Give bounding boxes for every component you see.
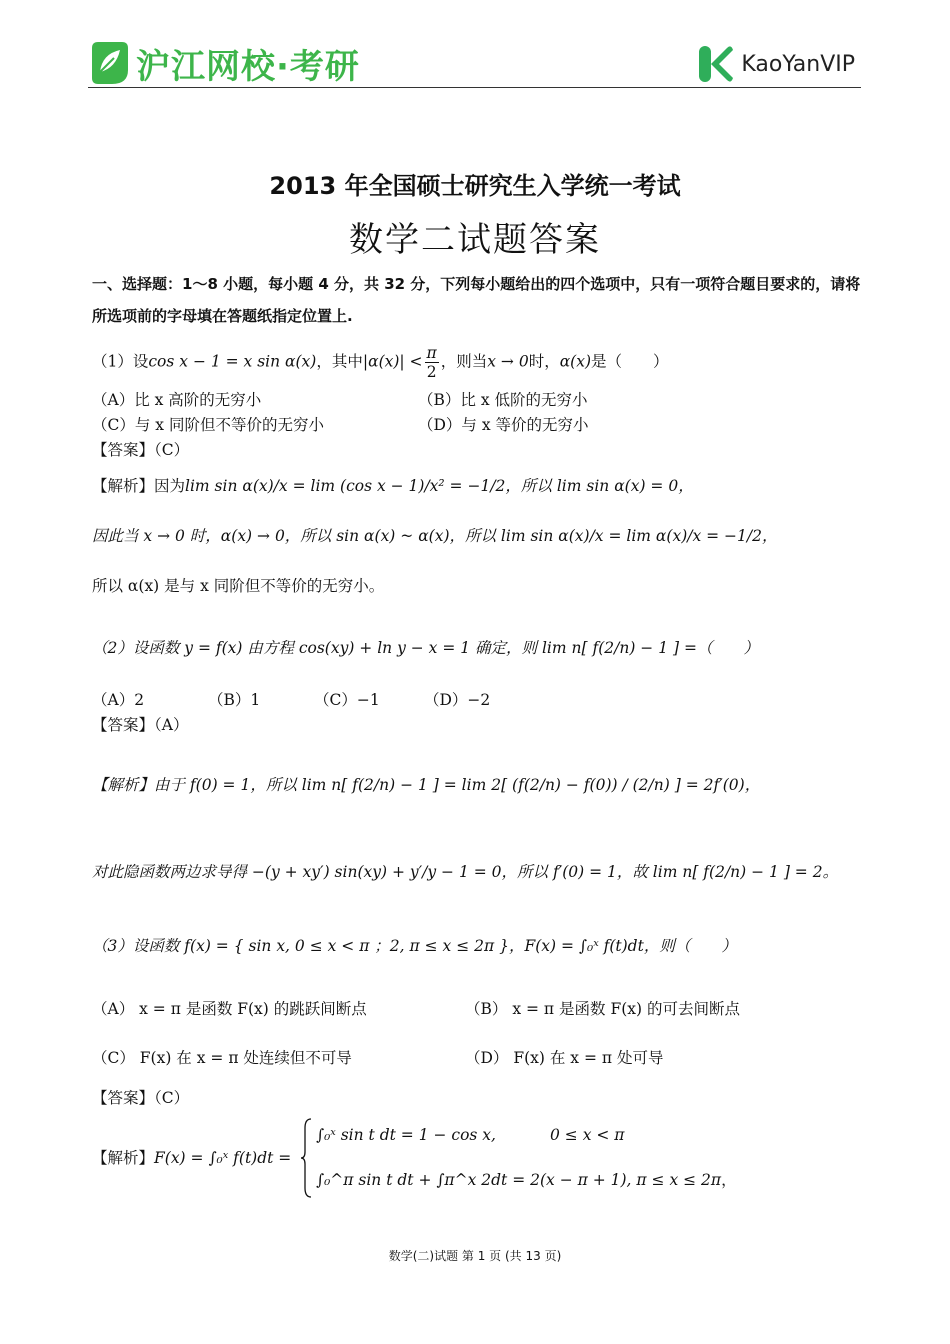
q3-option-a: （A） x = π 是函数 F(x) 的跳跃间断点 [92,1000,367,1018]
q1-analysis-1: 【解析】因为lim sin α(x)/x = lim (cos x − 1)/x² = −1/2，所以 lim sin α(x) = 0， [92,477,694,495]
leaf-logo-icon [88,40,130,86]
q1-pi-fraction: $\frac{\pi}{2}$ [426,344,437,381]
q1-option-b: （B）比 x 低阶的无穷小 [418,391,588,409]
q3-option-d: （D） F(x) 在 x = π 处可导 [465,1049,664,1067]
exam-subtitle: 数学二试题答案 [349,220,601,260]
q1-analysis-2: 因此当 x → 0 时，α(x) → 0，所以 sin α(x) ~ α(x)，所以 lim sin α(x)/x = lim α(x)/x = −1/2， [92,527,778,545]
q3-case-brace [300,1118,308,1198]
q1-option-d: （D）与 x 等价的无穷小 [418,416,589,434]
q1-stem: （1）设cos x − 1 = x sin α(x)，其中|α(x)| < $\frac{\pi}{2}$ ，则当x → 0时，α(x)是（ ） [92,344,669,381]
q3-option-c: （C） F(x) 在 x = π 处连续但不可导 [92,1049,352,1067]
q1-answer: 【答案】（C） [92,441,190,459]
q3-analysis-label: 【解析】F(x) = ∫₀ˣ f(t)dt = [92,1149,292,1167]
q2-analysis-2: 对此隐函数两边求导得 −(y + xy′) sin(xy) + y′/y − 1 = 0，所以 f′(0) = 1，故 lim n[ f(2/n) − 1 ] = 2。 [92,863,839,881]
q1-option-c: （C）与 x 同阶但不等价的无穷小 [92,416,324,434]
q2-option-c: （C）−1 [314,691,380,709]
q3-answer: 【答案】（C） [92,1089,190,1107]
brand-logo-hujiang [88,38,360,88]
q2-stem: （2）设函数 y = f(x) 由方程 cos(xy) + ln y − x = 1 确定，则 lim n[ f(2/n) − 1 ] =（ ） [92,639,759,657]
brand-logo-kaoyanvip [697,44,855,84]
q2-option-d: （D）−2 [424,691,491,709]
q1-option-a: （A）比 x 高阶的无穷小 [92,391,262,409]
exam-title: 2013 年全国硕士研究生入学统一考试 [269,172,681,200]
q1-analysis-3: 所以 α(x) 是与 x 同阶但不等价的无穷小。 [92,577,385,595]
q2-answer: 【答案】（A） [92,716,189,734]
brand-right-text: KaoYanVIP [741,51,855,77]
q2-analysis-1: 【解析】由于 f(0) = 1，所以 lim n[ f(2/n) − 1 ] = lim 2[ (f(2/n) − f(0)) / (2/n) ] = 2f′(0)， [92,776,761,794]
brand-left-text: 沪江网校·考研 [136,46,360,87]
q3-case-2: ∫₀^π sin t dt + ∫π^x 2dt = 2(x − π + 1), π ≤ x ≤ 2π， [316,1171,737,1189]
q3-option-b: （B） x = π 是函数 F(x) 的可去间断点 [465,1000,740,1018]
header-divider [88,87,861,88]
q2-option-a: （A）2 [92,691,145,709]
q3-case-1: ∫₀ˣ sin t dt = 1 − cos x, [316,1126,496,1144]
k-logo-icon [697,44,735,84]
q2-option-b: （B）1 [208,691,261,709]
section-instructions: 一、选择题：1～8 小题，每小题 4 分，共 32 分，下列每小题给出的四个选项中，只有一项符合题目要求的，请将所选项前的字母填在答题纸指定位置上. [92,275,861,325]
q3-stem: （3）设函数 f(x) = { sin x, 0 ≤ x < π ；2, π ≤ x ≤ 2π }，F(x) = ∫₀ˣ f(t)dt，则（ ） [92,937,737,955]
page-footer: 数学(二)试题 第 1 页 (共 13 页) [388,1249,562,1263]
q3-case-1-condition: 0 ≤ x < π [550,1126,625,1144]
